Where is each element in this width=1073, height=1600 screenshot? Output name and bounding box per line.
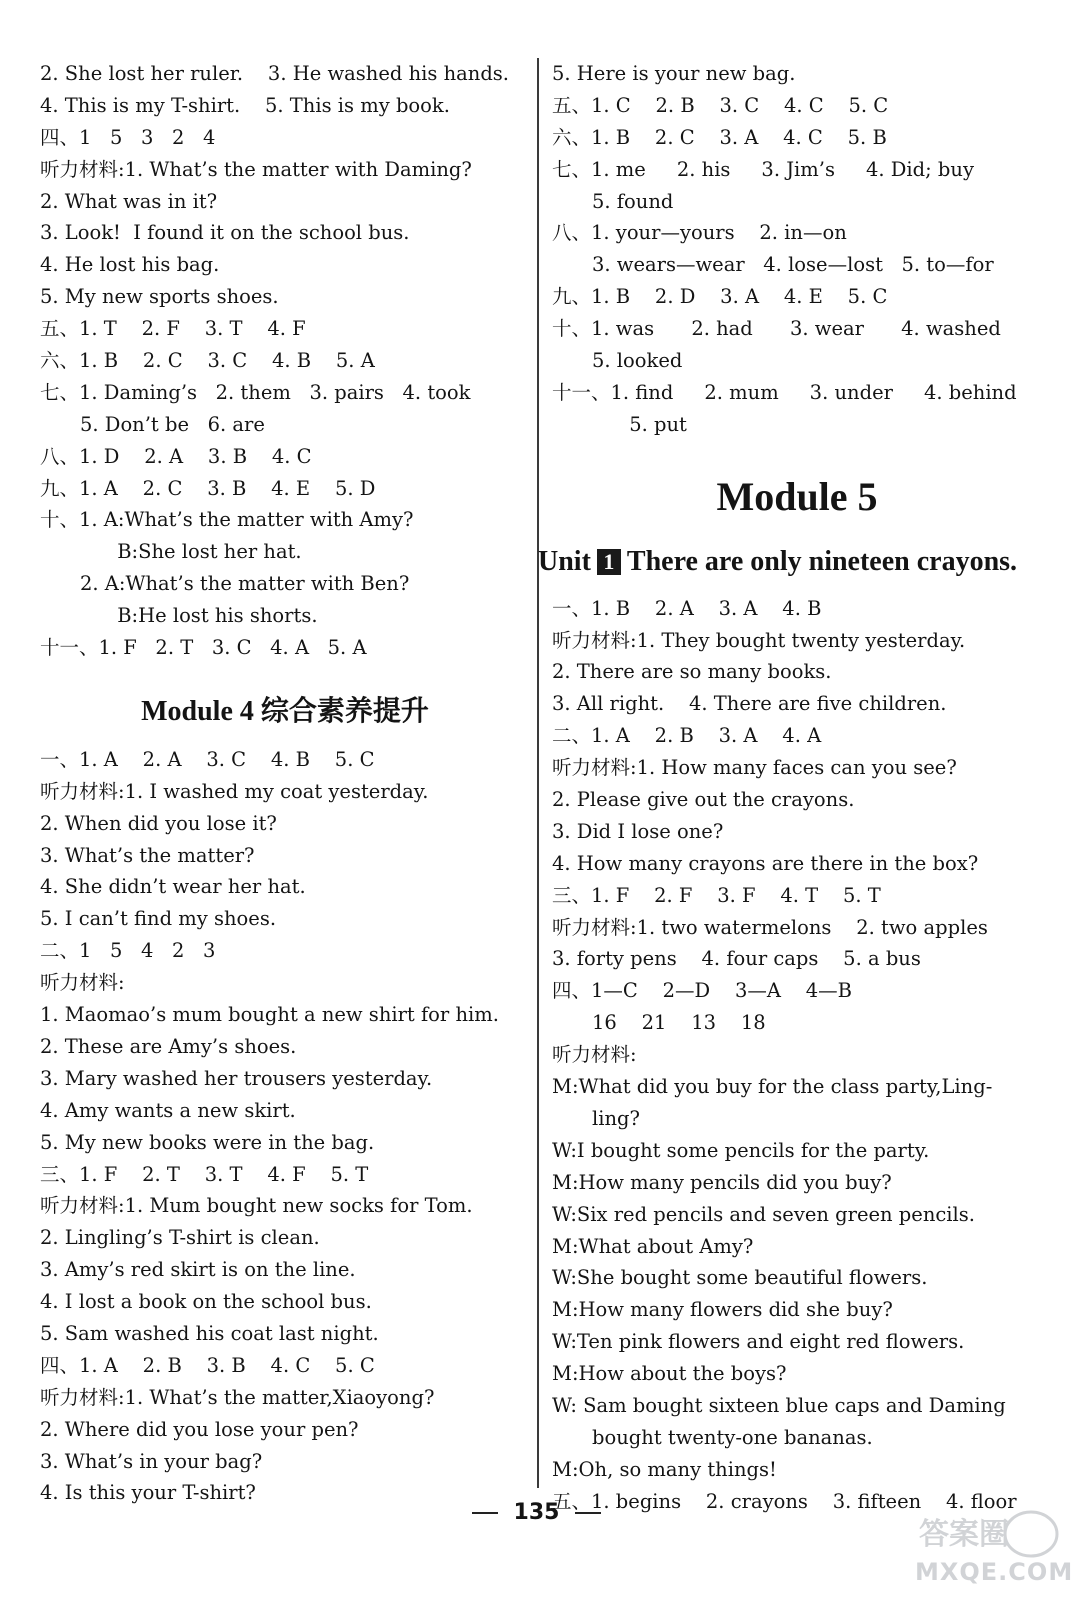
answer-line: 七、1. Daming’s 2. them 3. pairs 4. took: [40, 380, 471, 404]
answer-line: 2. These are Amy’s shoes.: [40, 1034, 297, 1058]
answer-line: 4. He lost his bag.: [40, 253, 220, 277]
answer-line: 3. Look! I found it on the school bus.: [40, 221, 410, 245]
answer-line: 4. I lost a book on the school bus.: [40, 1290, 372, 1314]
answer-line: 5. I can’t find my shoes.: [40, 907, 277, 931]
answer-line: M:Oh, so many things!: [552, 1457, 777, 1481]
answer-line: 2. Please give out the crayons.: [552, 788, 855, 812]
answer-line: 5. put: [592, 412, 687, 436]
answer-line: 4. This is my T-shirt. 5. This is my book.: [40, 93, 450, 117]
answer-line: 七、1. me 2. his 3. Jim’s 4. Did; buy: [552, 157, 974, 181]
answer-line: M:What did you buy for the class party,Ling-: [552, 1075, 993, 1099]
answer-line: 3. What’s in your bag?: [40, 1449, 263, 1473]
unit-heading: [538, 531, 1042, 593]
answer-line: 听力材料:1. What’s the matter,Xiaoyong?: [40, 1385, 435, 1409]
answer-line: 听力材料:1. How many faces can you see?: [552, 756, 957, 780]
watermark-logo: [911, 1504, 1061, 1560]
answer-line: 5. Sam washed his coat last night.: [40, 1321, 379, 1345]
answer-line: W:She bought some beautiful flowers.: [552, 1266, 928, 1290]
answer-line: 八、1. D 2. A 3. B 4. C: [40, 444, 312, 468]
page-number-value: 135: [513, 1500, 560, 1525]
answer-line: 2. She lost her ruler. 3. He washed his hands.: [40, 62, 510, 85]
left-column: [40, 58, 530, 1509]
answer-line: 听力材料:1. I washed my coat yesterday.: [40, 779, 429, 803]
answer-line: 二、1. A 2. B 3. A 4. A: [552, 724, 822, 748]
answer-line: 5. looked: [592, 349, 683, 373]
module-heading: Module 4 综合素养提升: [141, 695, 429, 727]
answer-line: M:How many flowers did she buy?: [552, 1298, 893, 1322]
answer-line: 十、1. was 2. had 3. wear 4. washed: [552, 317, 1001, 341]
answer-line: 三、1. F 2. T 3. T 4. F 5. T: [40, 1162, 369, 1186]
answer-line: 2. Lingling’s T-shirt is clean.: [40, 1226, 320, 1250]
answer-line: 听力材料:1. two watermelons 2. two apples: [552, 915, 988, 939]
page-number-dash-right: [575, 1512, 601, 1514]
answer-line: 5. Here is your new bag.: [552, 62, 796, 85]
answer-line: 听力材料:: [40, 971, 125, 995]
answer-line: 听力材料:: [552, 1043, 637, 1067]
answer-line: 六、1. B 2. C 3. A 4. C 5. B: [552, 125, 887, 149]
answer-line: 一、1. A 2. A 3. C 4. B 5. C: [40, 747, 375, 771]
answer-line: W: Sam bought sixteen blue caps and Daming: [552, 1393, 1006, 1417]
answer-line: 听力材料:1. Mum bought new socks for Tom.: [40, 1194, 473, 1218]
watermark-logo-text: 答案圈: [919, 1517, 1009, 1552]
answer-line: 4. She didn’t wear her hat.: [40, 875, 306, 899]
answer-line: bought twenty-one bananas.: [592, 1425, 873, 1449]
answer-line: 九、1. A 2. C 3. B 4. E 5. D: [40, 476, 376, 500]
answer-line: 4. Amy wants a new skirt.: [40, 1098, 296, 1122]
right-column: [538, 58, 1042, 1518]
answer-line: 5. My new books were in the bag.: [40, 1130, 375, 1154]
answer-line: 5. Don’t be 6. are: [80, 412, 265, 436]
answer-line: 二、1 5 4 2 3: [40, 939, 216, 963]
column-divider: [537, 58, 539, 1488]
unit-title: There are only nineteen crayons.: [626, 545, 1018, 577]
answer-line: 4. How many crayons are there in the box?: [552, 851, 979, 875]
answer-line: 5. found: [592, 189, 674, 213]
answer-line: 16 21 13 18: [592, 1011, 766, 1035]
answer-line: 4. Is this your T-shirt?: [40, 1481, 256, 1505]
answer-line: 听力材料:1. They bought twenty yesterday.: [552, 628, 966, 652]
answer-line: 五、1. T 2. F 3. T 4. F: [40, 317, 306, 341]
unit-label: Unit: [538, 545, 591, 577]
answer-line: 四、1. A 2. B 3. B 4. C 5. C: [40, 1353, 375, 1377]
answer-line: 2. What was in it?: [40, 189, 218, 213]
answer-line: 5. My new sports shoes.: [40, 285, 279, 309]
answer-line: 八、1. your—yours 2. in—on: [552, 221, 847, 245]
answer-line: 3. Mary washed her trousers yesterday.: [40, 1066, 433, 1090]
answer-line: 六、1. B 2. C 3. C 4. B 5. A: [40, 349, 375, 373]
answer-line: 四、1 5 3 2 4: [40, 125, 216, 149]
answer-line: 3. Amy’s red skirt is on the line.: [40, 1258, 356, 1282]
answer-line: W:I bought some pencils for the party.: [552, 1138, 930, 1162]
answer-line: 听力材料:1. What’s the matter with Daming?: [40, 157, 472, 181]
answer-line: 十一、1. F 2. T 3. C 4. A 5. A: [40, 636, 367, 660]
answer-line: 3. Did I lose one?: [552, 819, 724, 843]
answer-line: M:How about the boys?: [552, 1362, 787, 1386]
answer-line: M:How many pencils did you buy?: [552, 1170, 892, 1194]
answer-line: 2. A:What’s the matter with Ben?: [80, 572, 410, 596]
page-number-dash-left: [472, 1512, 498, 1514]
answer-line: 十、1. A:What’s the matter with Amy?: [40, 508, 414, 532]
answer-line: 2. Where did you lose your pen?: [40, 1417, 359, 1441]
answer-line: 2. When did you lose it?: [40, 811, 277, 835]
answer-line: B:She lost her hat.: [80, 540, 302, 564]
answer-line: 3. All right. 4. There are five children.: [552, 692, 947, 716]
answer-line: W:Six red pencils and seven green pencils.: [552, 1202, 975, 1226]
answer-line: 九、1. B 2. D 3. A 4. E 5. C: [552, 285, 888, 309]
answer-line: 2. There are so many books.: [552, 660, 832, 684]
answer-line: W:Ten pink flowers and eight red flowers.: [552, 1330, 965, 1354]
answer-line: 四、1—C 2—D 3—A 4—B: [552, 979, 852, 1003]
answer-line: 十一、1. find 2. mum 3. under 4. behind: [552, 380, 1017, 404]
unit-number-badge: 1: [597, 549, 621, 575]
answer-line: 一、1. B 2. A 3. A 4. B: [552, 596, 822, 620]
answer-line: B:He lost his shorts.: [80, 604, 318, 628]
answer-line: 3. forty pens 4. four caps 5. a bus: [552, 947, 921, 971]
answer-line: 五、1. C 2. B 3. C 4. C 5. C: [552, 93, 889, 117]
answer-line: 1. Maomao’s mum bought a new shirt for him.: [40, 1003, 499, 1027]
module-heading: Module 5: [716, 473, 878, 519]
answer-line: 五、1. begins 2. crayons 3. fifteen 4. floor: [552, 1489, 1017, 1513]
answer-line: 三、1. F 2. F 3. F 4. T 5. T: [552, 883, 881, 907]
answer-line: 3. wears—wear 4. lose—lost 5. to—for: [592, 253, 994, 277]
watermark-domain: MXQE.COM: [915, 1558, 1073, 1586]
answer-line: 3. What’s the matter?: [40, 843, 255, 867]
answer-line: M:What about Amy?: [552, 1234, 754, 1258]
answer-line: ling?: [592, 1106, 640, 1130]
watermark: [875, 1502, 1073, 1592]
